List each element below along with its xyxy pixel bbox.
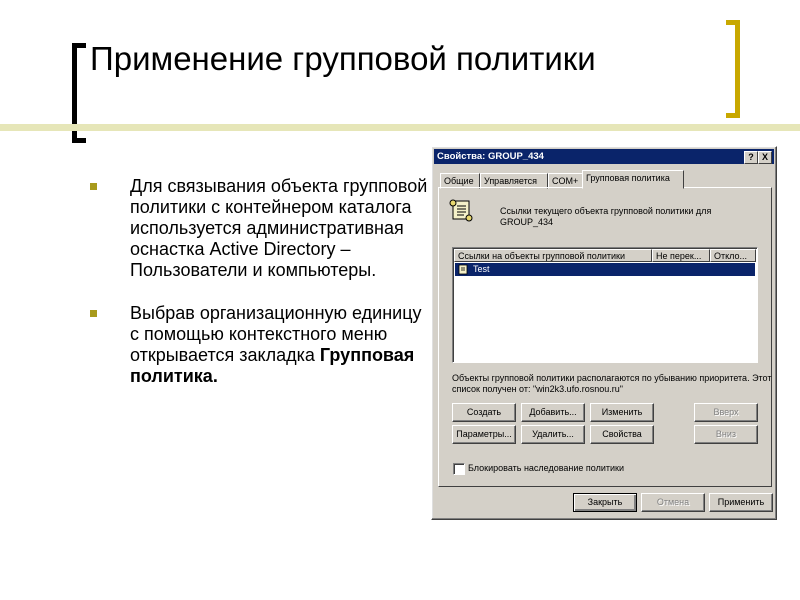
move-down-button[interactable]: Вниз: [694, 425, 758, 444]
apply-button[interactable]: Применить: [709, 493, 773, 512]
properties-dialog: [431, 146, 777, 520]
right-bracket-decoration: [726, 20, 740, 118]
close-icon[interactable]: X: [758, 151, 772, 164]
list-item[interactable]: [455, 263, 755, 276]
tab-general[interactable]: Общие: [440, 173, 480, 189]
bullet-item: [90, 303, 430, 387]
list-item-label: Test: [473, 264, 490, 274]
bullet-text: Для связывания объекта групповой политики с контейнером каталога используется административная оснастка Active Directory – Пользователи и компьютеры.: [130, 176, 428, 280]
block-inheritance-checkbox[interactable]: [453, 463, 465, 475]
gpo-links-list[interactable]: [452, 247, 758, 363]
column-header-links[interactable]: Ссылки на объекты групповой политики: [454, 249, 652, 262]
title-underline: [0, 124, 800, 131]
priority-info-text: Объекты групповой политики располагаются по убыванию приоритета. Этот список получен от: "win2k3.ufo.rosnou.ru": [452, 373, 772, 394]
block-inheritance-label: Блокировать наследование политики: [468, 463, 624, 473]
options-button[interactable]: Параметры...: [452, 425, 516, 444]
create-button[interactable]: Создать: [452, 403, 516, 422]
bullet-list: [90, 176, 430, 409]
policy-scroll-icon: [448, 197, 474, 223]
bullet-marker-icon: [90, 310, 97, 317]
tab-com-plus[interactable]: COM+: [548, 173, 584, 189]
edit-button[interactable]: Изменить: [590, 403, 654, 422]
properties-button[interactable]: Свойства: [590, 425, 654, 444]
delete-button[interactable]: Удалить...: [521, 425, 585, 444]
bullet-marker-icon: [90, 183, 97, 190]
dialog-title: Свойства: GROUP_434: [437, 151, 544, 162]
dialog-titlebar: [434, 149, 774, 164]
links-label: Ссылки текущего объекта групповой политики для GROUP_434: [500, 206, 712, 227]
bullet-item: [90, 176, 430, 281]
tab-group-policy[interactable]: Групповая политика: [582, 170, 684, 189]
move-up-button[interactable]: Вверх: [694, 403, 758, 422]
tab-managed-by[interactable]: Управляется: [480, 173, 548, 189]
close-button[interactable]: Закрыть: [573, 493, 637, 512]
bullet-bold-text: Групповая политика.: [130, 345, 415, 386]
column-header-no-override[interactable]: Не перек...: [652, 249, 710, 262]
help-button[interactable]: ?: [744, 151, 758, 164]
column-header-disabled[interactable]: Откло...: [710, 249, 756, 262]
bullet-text: Выбрав организационную единицу с помощью контекстного меню открывается закладка: [130, 303, 422, 365]
add-button[interactable]: Добавить...: [521, 403, 585, 422]
cancel-button[interactable]: Отмена: [641, 493, 705, 512]
gpo-scroll-icon: [457, 264, 469, 275]
slide-title: Применение групповой политики: [90, 40, 596, 77]
